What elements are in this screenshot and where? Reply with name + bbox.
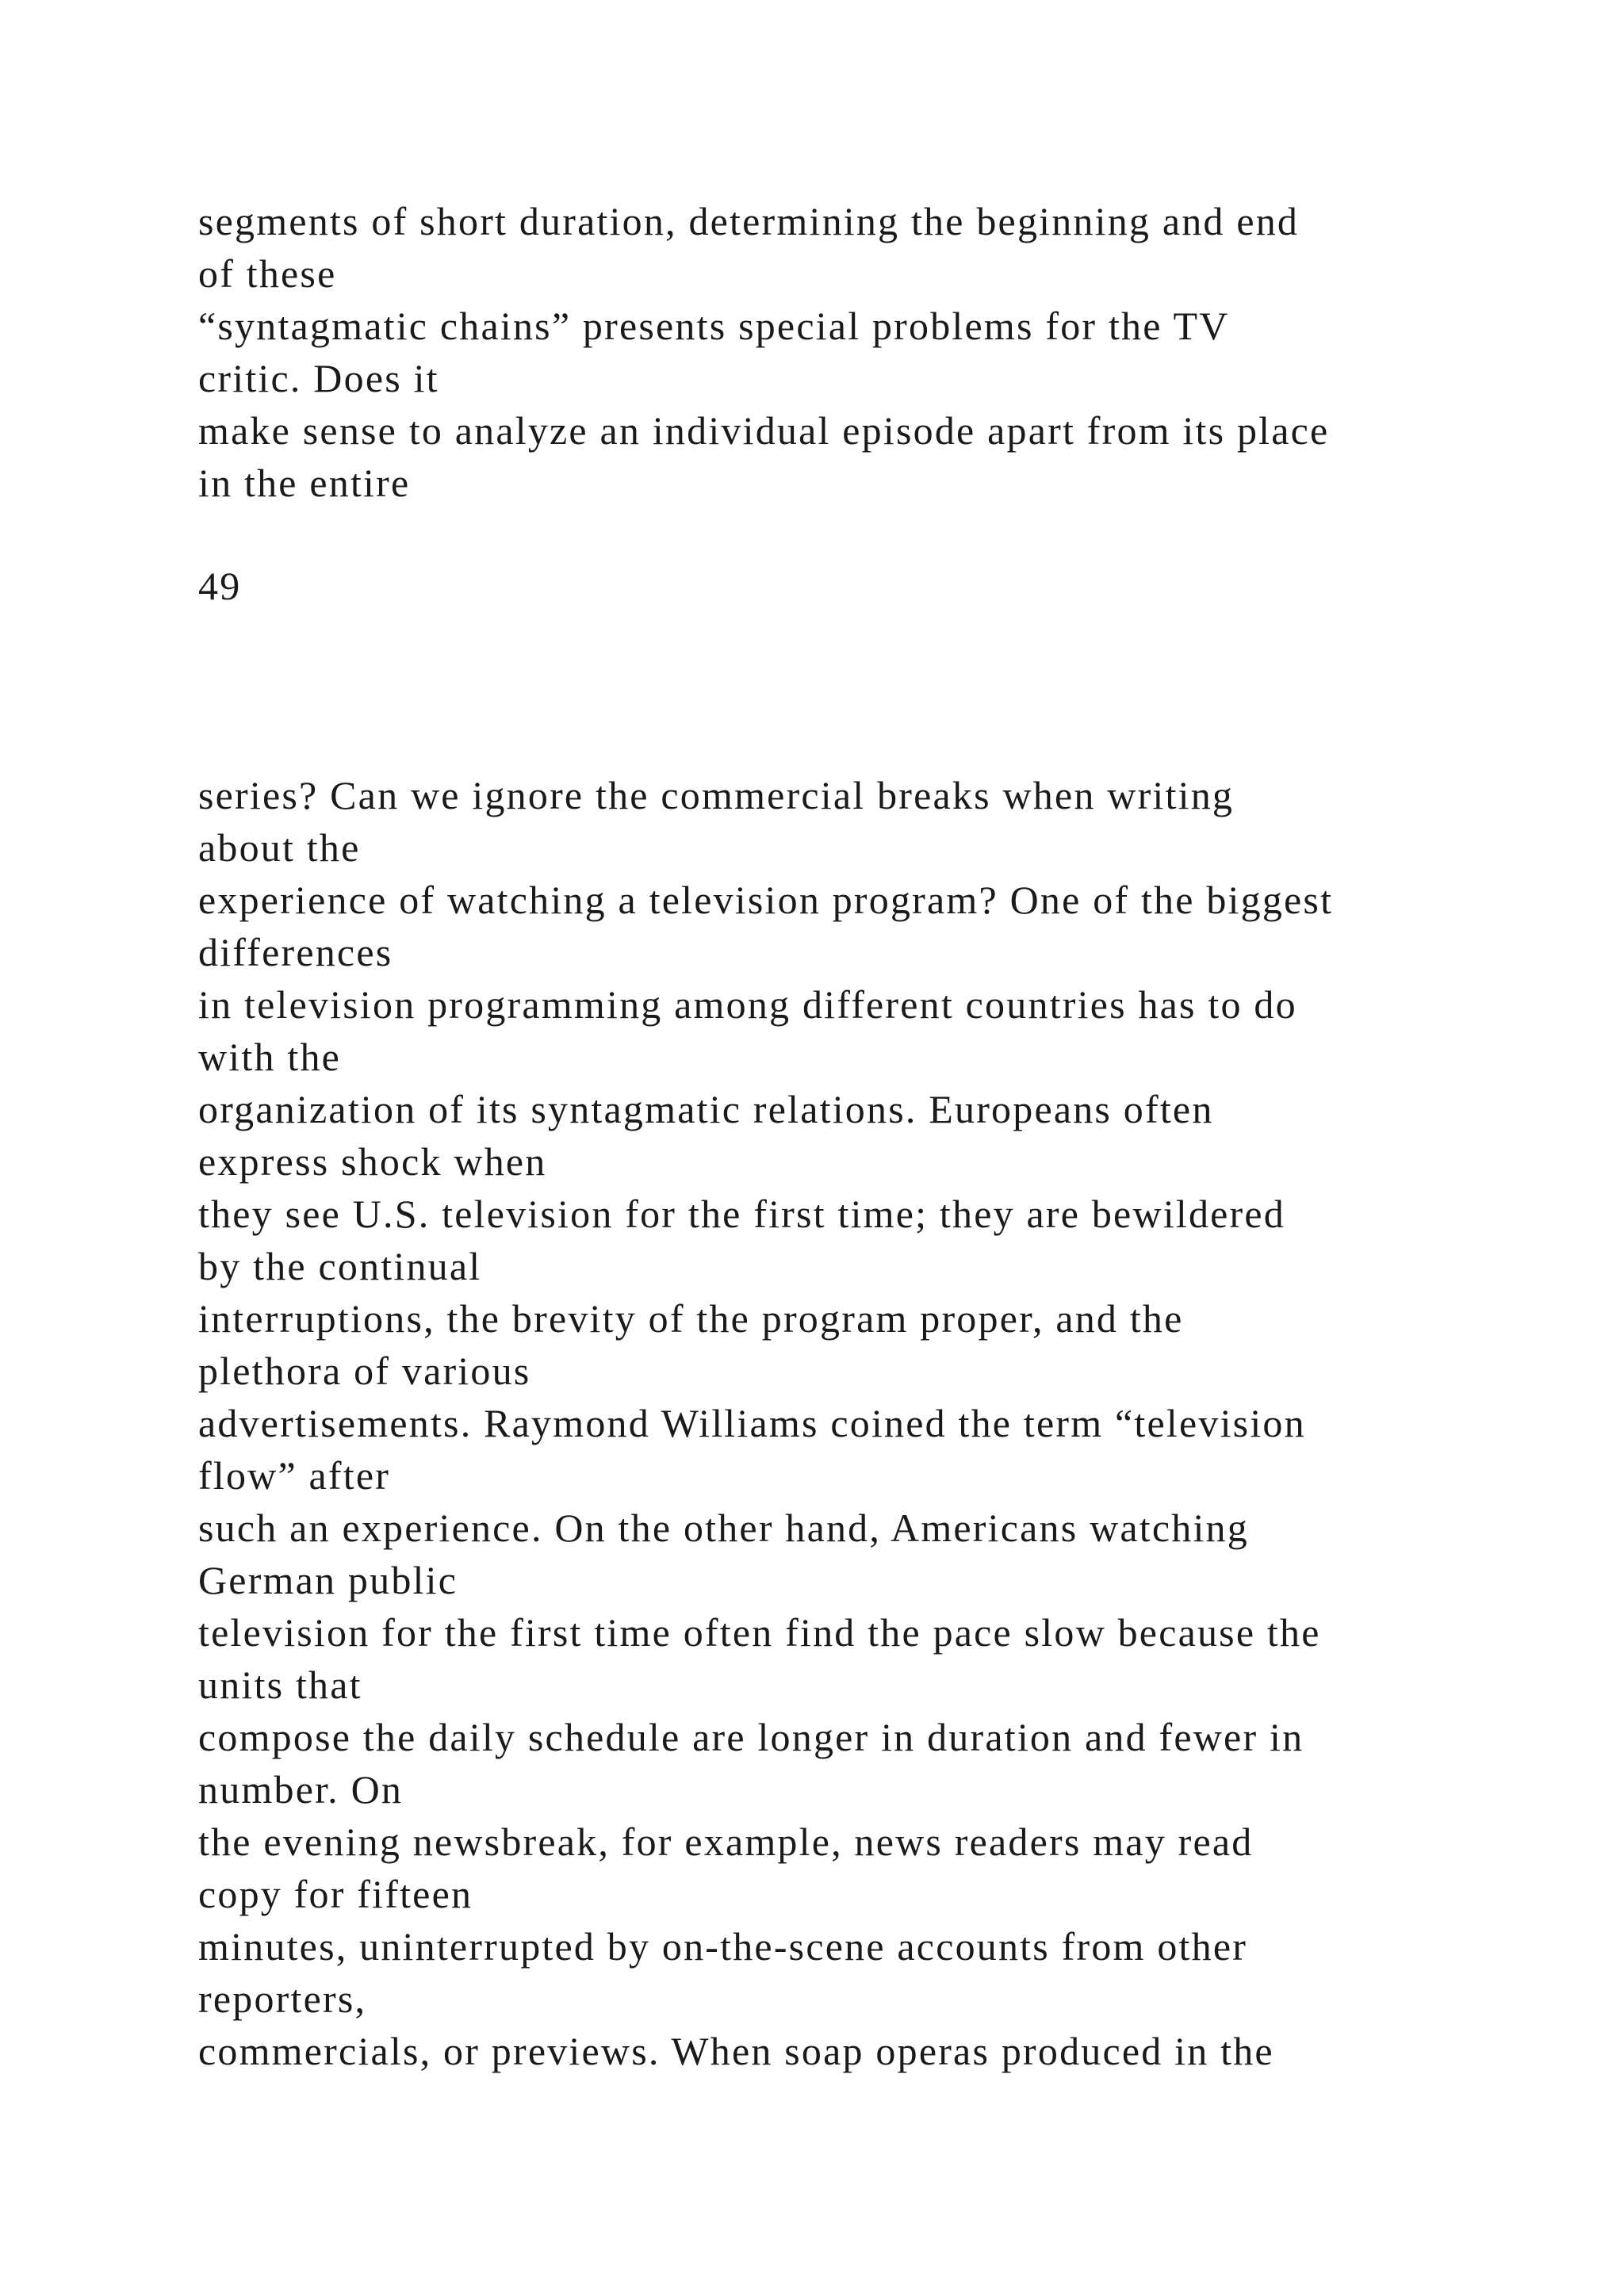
page-number: 49 [198,564,242,608]
text-line: of these [198,251,337,296]
text-line: experience of watching a television program? One of the biggest [198,878,1334,922]
text-line: make sense to analyze an individual episode apart from its place [198,408,1330,453]
text-line: critic. Does it [198,356,439,400]
text-line: copy for fifteen [198,1872,473,1916]
text-line: flow” after [198,1453,391,1498]
text-line: advertisements. Raymond Williams coined the term “television [198,1401,1306,1445]
text-line: about the [198,825,361,870]
text-line: plethora of various [198,1349,531,1393]
text-line: by the continual [198,1244,482,1288]
text-line: number. On [198,1767,404,1812]
text-line: minutes, uninterrupted by on-the-scene accounts from other [198,1924,1248,1969]
text-line: “syntagmatic chains” presents special problems for the TV [198,304,1230,348]
text-line: organization of its syntagmatic relations. Europeans often [198,1087,1214,1131]
text-block-bottom [198,769,1594,2077]
text-line: differences [198,930,393,974]
text-line: such an experience. On the other hand, Americans watching [198,1506,1249,1550]
text-line: commercials, or previews. When soap operas produced in the [198,2029,1274,2073]
text-line: in television programming among different countries has to do [198,982,1297,1027]
text-line: segments of short duration, determining the beginning and end [198,199,1300,243]
text-line: express shock when [198,1139,547,1184]
text-line: units that [198,1663,362,1707]
text-line: series? Can we ignore the commercial breaks when writing [198,773,1235,817]
text-line: television for the first time often find the pace slow because the [198,1610,1321,1655]
text-line: compose the daily schedule are longer in duration and fewer in [198,1715,1304,1759]
text-line: reporters, [198,1976,367,2021]
text-line: in the entire [198,461,411,505]
text-line: German public [198,1558,458,1602]
text-line: the evening newsbreak, for example, news readers may read [198,1820,1254,1864]
text-block-top [198,195,1594,509]
text-line: they see U.S. television for the first time; they are bewildered [198,1192,1285,1236]
text-line: interruptions, the brevity of the program proper, and the [198,1296,1184,1341]
text-line: with the [198,1035,342,1079]
